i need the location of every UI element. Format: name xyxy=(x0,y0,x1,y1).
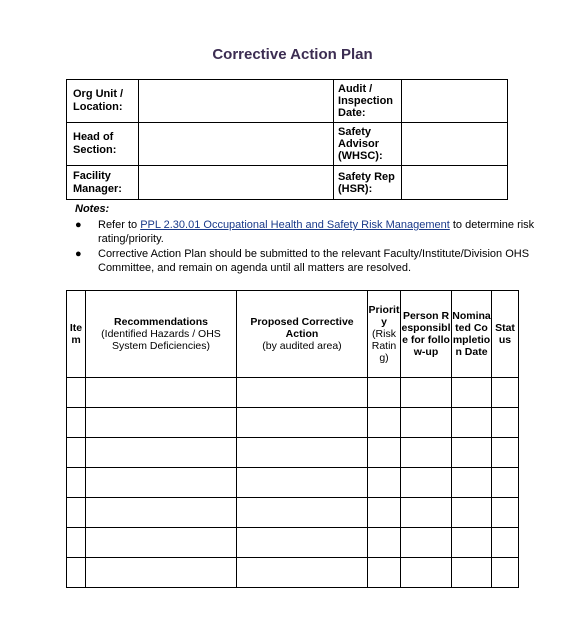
table-cell[interactable] xyxy=(237,468,368,498)
table-cell[interactable] xyxy=(368,378,401,408)
bullet-icon: ● xyxy=(75,248,82,260)
table-cell[interactable] xyxy=(492,498,519,528)
table-cell[interactable] xyxy=(67,558,86,588)
table-cell[interactable] xyxy=(67,408,86,438)
table-cell[interactable] xyxy=(368,528,401,558)
table-cell[interactable] xyxy=(86,468,237,498)
table-cell[interactable] xyxy=(401,438,452,468)
table-cell[interactable] xyxy=(401,468,452,498)
table-cell[interactable] xyxy=(452,528,492,558)
head-of-section-label: Head of Section: xyxy=(67,123,139,166)
table-cell[interactable] xyxy=(67,468,86,498)
col-status-header: Status xyxy=(492,291,519,378)
note-item xyxy=(75,219,535,246)
col-recommendations-header xyxy=(86,291,237,378)
col-priority-header xyxy=(368,291,401,378)
bullet-icon: ● xyxy=(75,219,82,231)
table-cell[interactable] xyxy=(237,498,368,528)
col-proposed-header xyxy=(237,291,368,378)
table-cell[interactable] xyxy=(368,468,401,498)
safety-advisor-field[interactable] xyxy=(401,123,507,166)
table-cell[interactable] xyxy=(67,498,86,528)
table-cell[interactable] xyxy=(452,408,492,438)
note-text: Corrective Action Plan should be submitted to the relevant Faculty/Institute/Division OHS Committee, and remain on agenda until all matters are resolved. xyxy=(98,248,530,274)
notes-title: Notes: xyxy=(75,203,110,215)
table-cell[interactable] xyxy=(452,378,492,408)
col-person-header: Person Responsible for follow-up xyxy=(401,291,452,378)
table-cell[interactable] xyxy=(237,558,368,588)
table-cell[interactable] xyxy=(492,558,519,588)
table-cell[interactable] xyxy=(452,438,492,468)
table-cell[interactable] xyxy=(237,528,368,558)
table-cell[interactable] xyxy=(86,438,237,468)
table-cell[interactable] xyxy=(492,438,519,468)
table-cell[interactable] xyxy=(452,558,492,588)
org-unit-field[interactable] xyxy=(138,80,333,123)
table-row xyxy=(67,498,519,528)
table-cell[interactable] xyxy=(401,378,452,408)
priority-title: Priority xyxy=(368,304,400,328)
recommendations-sub: (Identified Hazards / OHS System Deficiencies) xyxy=(101,328,221,352)
table-cell[interactable] xyxy=(492,408,519,438)
audit-date-label: Audit / Inspection Date: xyxy=(334,80,402,123)
info-table xyxy=(66,79,508,200)
facility-manager-field[interactable] xyxy=(138,166,333,200)
table-cell[interactable] xyxy=(452,468,492,498)
table-cell[interactable] xyxy=(452,498,492,528)
table-cell[interactable] xyxy=(401,558,452,588)
proposed-title: Proposed Corrective Action xyxy=(250,316,354,340)
table-cell[interactable] xyxy=(237,438,368,468)
table-cell[interactable] xyxy=(368,438,401,468)
table-row xyxy=(67,528,519,558)
org-unit-label: Org Unit / Location: xyxy=(67,80,139,123)
ppl-link[interactable]: PPL 2.30.01 Occupational Health and Safety Risk Management xyxy=(140,219,450,231)
table-cell[interactable] xyxy=(86,498,237,528)
safety-rep-label: Safety Rep (HSR): xyxy=(334,166,402,200)
note-item xyxy=(75,248,535,275)
action-plan-table xyxy=(66,290,519,588)
table-cell[interactable] xyxy=(368,498,401,528)
col-nominated-header: Nominated Completion Date xyxy=(452,291,492,378)
table-cell[interactable] xyxy=(67,378,86,408)
table-cell[interactable] xyxy=(368,408,401,438)
table-cell[interactable] xyxy=(401,528,452,558)
table-cell[interactable] xyxy=(492,378,519,408)
col-item-header: Item xyxy=(67,291,86,378)
table-cell[interactable] xyxy=(86,378,237,408)
table-cell[interactable] xyxy=(492,528,519,558)
table-cell[interactable] xyxy=(67,528,86,558)
table-row xyxy=(67,558,519,588)
page-title: Corrective Action Plan xyxy=(212,46,373,63)
note-text: to determine risk rating/priority. xyxy=(98,219,535,245)
safety-advisor-label: Safety Advisor (WHSC): xyxy=(334,123,402,166)
proposed-sub: (by audited area) xyxy=(262,340,342,352)
table-row xyxy=(67,438,519,468)
head-of-section-field[interactable] xyxy=(138,123,333,166)
table-cell[interactable] xyxy=(368,558,401,588)
safety-rep-field[interactable] xyxy=(401,166,507,200)
table-row xyxy=(67,378,519,408)
priority-sub: (Risk Rating) xyxy=(371,328,397,364)
table-cell[interactable] xyxy=(86,558,237,588)
table-row xyxy=(67,468,519,498)
table-row xyxy=(67,408,519,438)
table-cell[interactable] xyxy=(237,408,368,438)
note-text: Refer to xyxy=(98,219,141,231)
facility-manager-label: Facility Manager: xyxy=(67,166,139,200)
recommendations-title: Recommendations xyxy=(114,316,208,328)
table-cell[interactable] xyxy=(237,378,368,408)
table-cell[interactable] xyxy=(401,408,452,438)
table-cell[interactable] xyxy=(67,438,86,468)
table-cell[interactable] xyxy=(86,528,237,558)
notes-section xyxy=(75,203,535,277)
audit-date-field[interactable] xyxy=(401,80,507,123)
table-cell[interactable] xyxy=(401,498,452,528)
table-cell[interactable] xyxy=(492,468,519,498)
table-cell[interactable] xyxy=(86,408,237,438)
